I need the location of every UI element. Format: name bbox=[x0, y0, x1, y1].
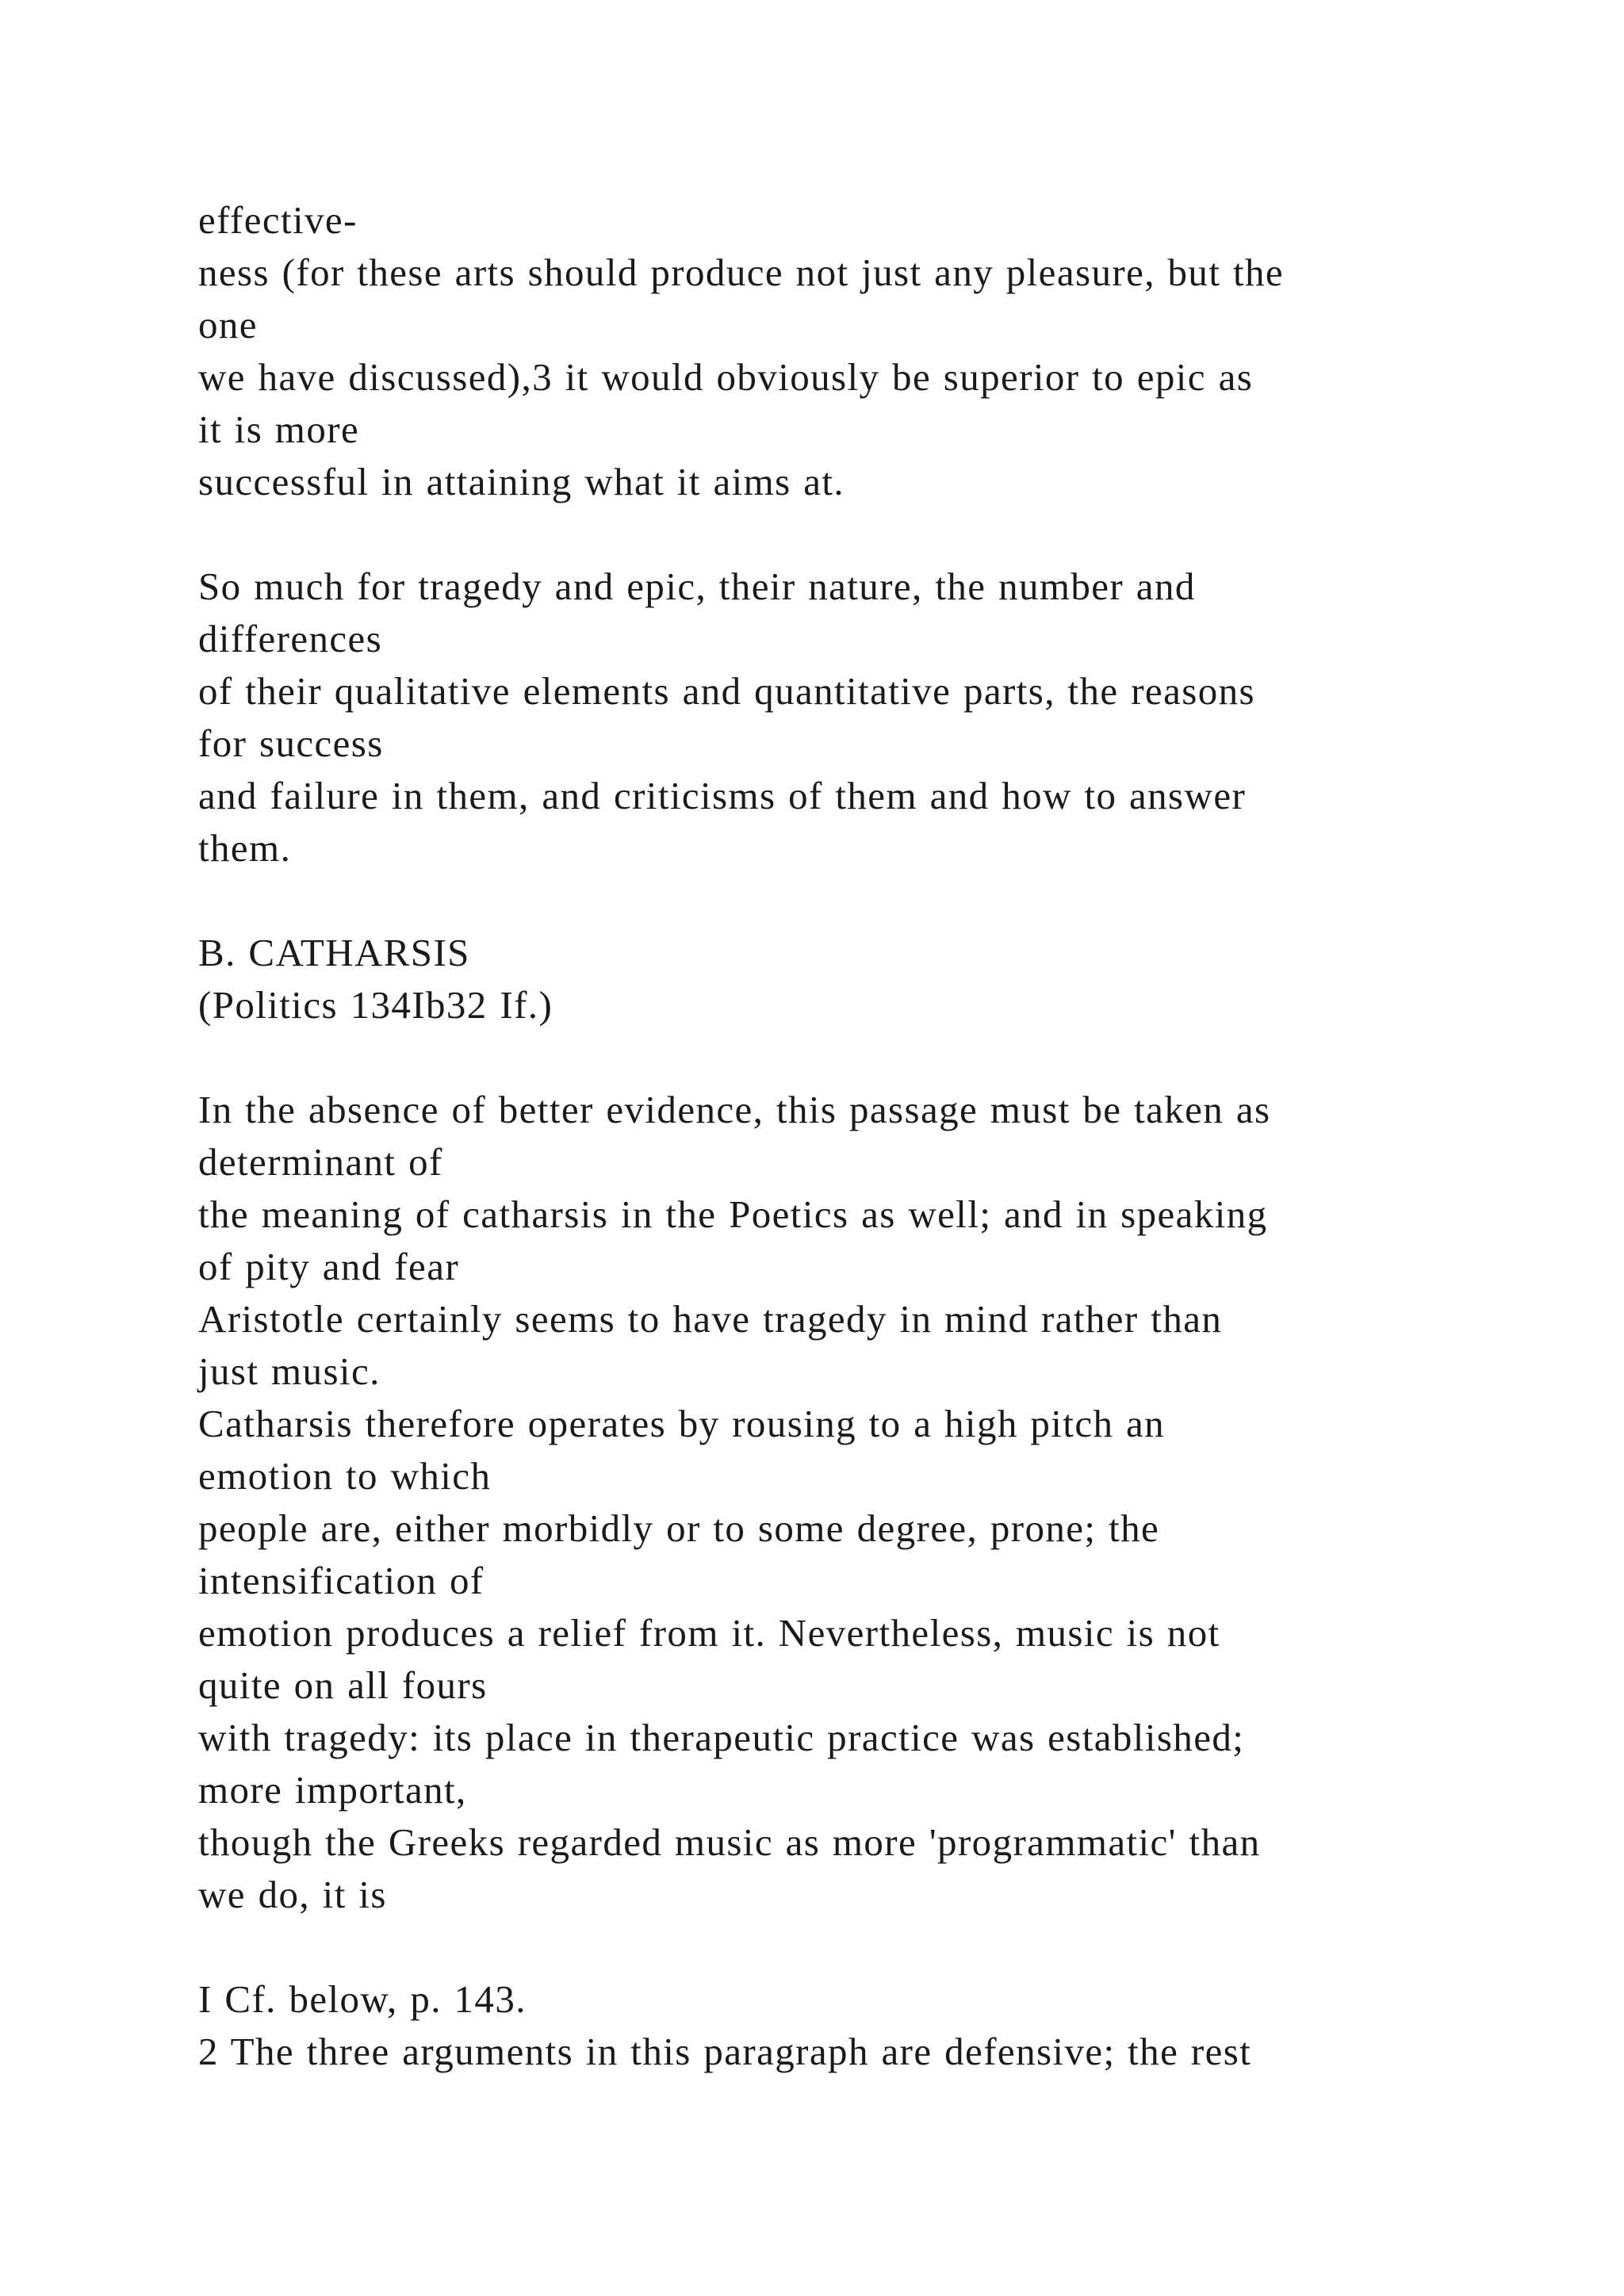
text-line: So much for tragedy and epic, their nature, the number and bbox=[198, 564, 1196, 608]
section-header bbox=[198, 927, 1507, 1031]
text-line: Aristotle certainly seems to have tragedy in mind rather than bbox=[198, 1297, 1223, 1341]
text-line: though the Greeks regarded music as more 'programmatic' than bbox=[198, 1820, 1261, 1864]
paragraph-summary bbox=[198, 561, 1507, 874]
footnote: 2 The three arguments in this paragraph are defensive; the rest bbox=[198, 2030, 1252, 2073]
text-line: them. bbox=[198, 826, 292, 870]
text-line: one bbox=[198, 303, 258, 346]
text-line: of pity and fear bbox=[198, 1245, 460, 1288]
footnote: I Cf. below, p. 143. bbox=[198, 1977, 527, 2021]
paragraph-gap bbox=[198, 874, 1507, 927]
text-line: In the absence of better evidence, this passage must be taken as bbox=[198, 1088, 1271, 1131]
text-line: with tragedy: its place in therapeutic practice was established; bbox=[198, 1716, 1245, 1759]
section-reference: (Politics 134Ib32 If.) bbox=[198, 983, 553, 1027]
section-heading: B. CATHARSIS bbox=[198, 931, 470, 974]
text-line: we have discussed),3 it would obviously be superior to epic as bbox=[198, 355, 1254, 399]
text-line: emotion produces a relief from it. Nevertheless, music is not bbox=[198, 1611, 1220, 1655]
text-line: successful in attaining what it aims at. bbox=[198, 460, 845, 503]
text-line: quite on all fours bbox=[198, 1663, 488, 1707]
text-line: differences bbox=[198, 617, 383, 660]
paragraph-gap bbox=[198, 1921, 1507, 1973]
text-line: we do, it is bbox=[198, 1873, 387, 1916]
paragraph-gap bbox=[198, 508, 1507, 561]
text-line: it is more bbox=[198, 408, 360, 451]
text-line: and failure in them, and criticisms of them and how to answer bbox=[198, 774, 1247, 817]
text-line: more important, bbox=[198, 1768, 467, 1812]
text-line: effective- bbox=[198, 198, 358, 242]
text-line: just music. bbox=[198, 1349, 381, 1393]
paragraph-effectiveness bbox=[198, 194, 1507, 508]
text-line: people are, either morbidly or to some degree, prone; the bbox=[198, 1506, 1160, 1550]
text-line: of their qualitative elements and quantitative parts, the reasons bbox=[198, 669, 1255, 713]
text-line: determinant of bbox=[198, 1140, 443, 1184]
text-line: emotion to which bbox=[198, 1454, 492, 1498]
text-line: ness (for these arts should produce not just any pleasure, but the bbox=[198, 251, 1285, 294]
paragraph-gap bbox=[198, 1031, 1507, 1084]
text-line: intensification of bbox=[198, 1559, 485, 1602]
text-line: for success bbox=[198, 721, 384, 765]
paragraph-catharsis bbox=[198, 1084, 1507, 1921]
document-text bbox=[198, 194, 1507, 2078]
footnotes bbox=[198, 1973, 1507, 2078]
text-line: Catharsis therefore operates by rousing to a high pitch an bbox=[198, 1402, 1166, 1445]
text-line: the meaning of catharsis in the Poetics as well; and in speaking bbox=[198, 1192, 1268, 1236]
